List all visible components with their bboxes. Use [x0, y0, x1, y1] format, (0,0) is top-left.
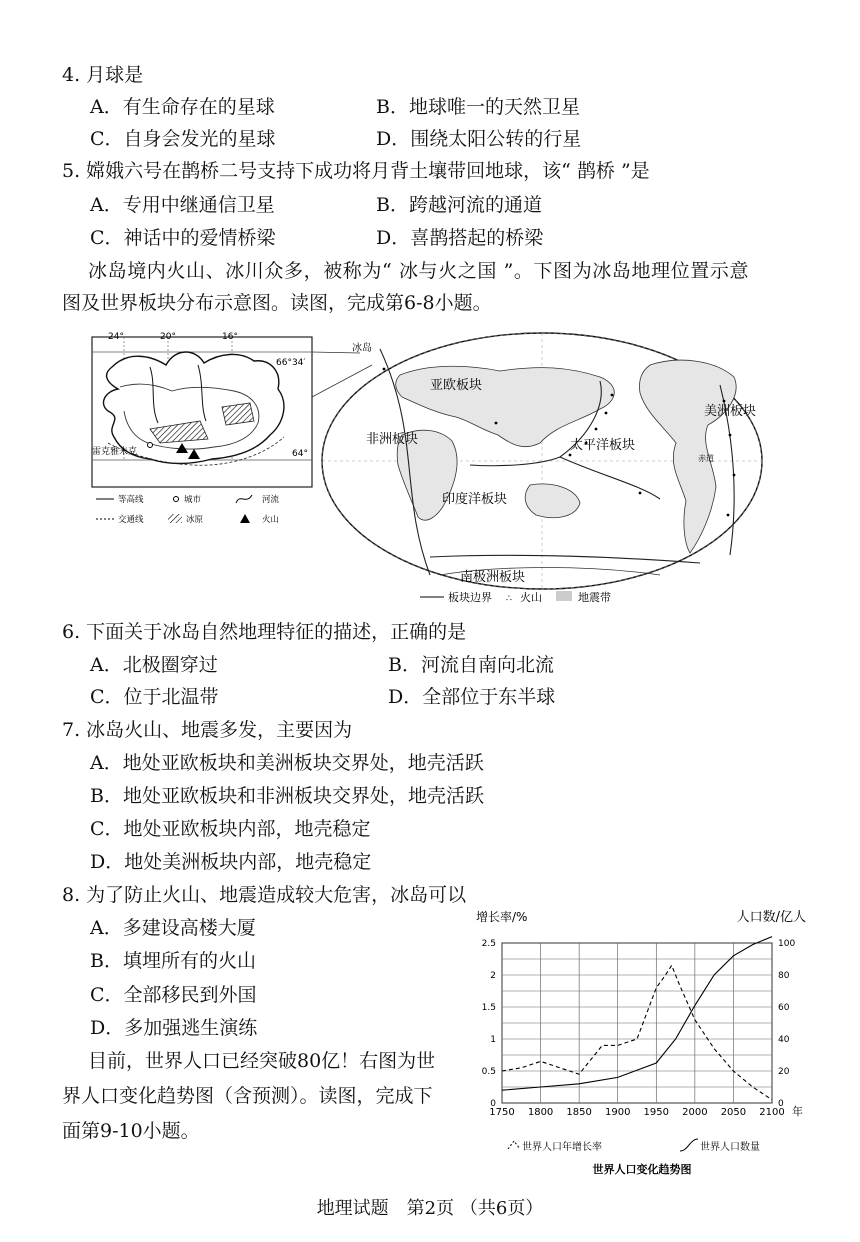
chart-legend-growth: 世界人口年增长率	[522, 1142, 602, 1153]
intro-6-8-line1: 冰岛境内火山、冰川众多，被称为“ 冰与火之国 ”。下图为冰岛地理位置示意	[88, 260, 750, 282]
q7-option-c[interactable]: C．地处亚欧板块内部，地壳稳定	[90, 818, 371, 840]
plate-antarctic: 南极洲板块	[460, 570, 526, 585]
legend-glacier: 冰原	[186, 515, 204, 525]
plate-indian: 印度洋板块	[442, 492, 508, 507]
chart-y-right-tick-label: 80	[778, 971, 790, 981]
chart-x-tick-label: 2050	[720, 1107, 747, 1118]
q8-stem: 8. 为了防止火山、地震造成较大危害，冰岛可以	[62, 884, 467, 906]
chart-series-growth-rate	[502, 965, 772, 1099]
q8-option-c[interactable]: C．全部移民到外国	[90, 984, 257, 1006]
chart-y-right-tick-label: 100	[778, 939, 796, 949]
q7-option-d[interactable]: D．地处美洲板块内部，地壳稳定	[90, 851, 372, 873]
iceland-label: 冰岛	[352, 343, 372, 354]
lat-label-66: 66°34′	[276, 358, 306, 368]
chart-y-right-tick-label: 0	[778, 1099, 784, 1109]
lat-label-64: 64°	[292, 449, 308, 459]
chart-y-left-tick-label: 2	[490, 971, 496, 981]
intro-9-10-line3: 面第9-10小题。	[62, 1120, 200, 1142]
chart-series-population	[502, 937, 772, 1091]
chart-x-tick-label: 1950	[643, 1107, 670, 1118]
plate-american: 美洲板块	[704, 404, 757, 419]
q6-option-d[interactable]: D．全部位于东半球	[388, 686, 556, 708]
chart-legend-population: 世界人口数量	[700, 1142, 760, 1153]
chart-xlabel: 年	[792, 1105, 803, 1118]
iceland-map	[92, 332, 312, 525]
lon-label-20: 20°	[160, 332, 176, 342]
q6-stem: 6. 下面关于冰岛自然地理特征的描述，正确的是	[62, 621, 467, 643]
legend-road: 交通线	[118, 515, 144, 525]
chart-y-left-tick-label: 1.5	[481, 1003, 496, 1013]
q4-option-d[interactable]: D．围绕太阳公转的行星	[376, 128, 582, 150]
intro-9-10-line2: 界人口变化趋势图（含预测）。读图，完成下	[62, 1085, 433, 1107]
q5-stem: 5. 嫦娥六号在鹊桥二号支持下成功将月背土壤带回地球，该“ 鹊桥 ”是	[62, 160, 650, 182]
page-footer: 地理试题 第2页 （共6页）	[316, 1198, 544, 1219]
q7-option-b[interactable]: B．地处亚欧板块和非洲板块交界处，地壳活跃	[90, 785, 484, 807]
chart-y-right-tick-label: 60	[778, 1003, 790, 1013]
chart-x-tick-label: 1750	[489, 1107, 515, 1118]
q4-option-b[interactable]: B．地球唯一的天然卫星	[376, 96, 580, 118]
chart-x-tick-label: 1800	[527, 1107, 554, 1118]
legend-quake-belt: 地震带	[578, 591, 611, 604]
chart-x-tick-label: 1900	[604, 1107, 631, 1118]
q8-option-b[interactable]: B．填埋所有的火山	[90, 950, 256, 972]
plate-pacific: 太平洋板块	[570, 438, 636, 453]
svg-text:∴: ∴	[506, 594, 512, 604]
chart-grid	[502, 943, 772, 1103]
q7-option-a[interactable]: A．地处亚欧板块和美洲板块交界处，地壳活跃	[90, 752, 484, 774]
q7-stem: 7. 冰岛火山、地震多发，主要因为	[62, 719, 353, 741]
chart-x-tick-label: 1850	[566, 1107, 592, 1118]
chart-x-tick-label: 2100	[759, 1107, 785, 1118]
q5-option-c[interactable]: C．神话中的爱情桥梁	[90, 227, 276, 249]
plate-eurasian: 亚欧板块	[430, 378, 483, 393]
chart-x-tick-label: 2000	[682, 1107, 708, 1118]
q5-option-a[interactable]: A．专用中继通信卫星	[90, 194, 275, 216]
city-label: 雷克雅未克	[92, 447, 138, 457]
chart-y-right-tick-label: 40	[778, 1035, 790, 1045]
legend-volcano: 火山	[262, 515, 280, 525]
q5-option-b[interactable]: B．跨越河流的通道	[376, 194, 542, 216]
chart-y-left-tick-label: 2.5	[481, 939, 496, 949]
lon-label-24: 24°	[108, 332, 124, 342]
chart-y-right-tick-label: 20	[778, 1067, 790, 1077]
intro-9-10-line1: 目前，世界人口已经突破80亿！右图为世	[88, 1050, 436, 1072]
q4-stem: 4. 月球是	[62, 64, 144, 86]
equator-label: 赤道	[698, 454, 714, 463]
chart-y-left-tick-label: 0.5	[481, 1067, 496, 1077]
legend-world-volcano: 火山	[520, 591, 542, 604]
q8-option-a[interactable]: A．多建设高楼大厦	[90, 917, 256, 939]
q6-option-b[interactable]: B．河流自南向北流	[388, 654, 554, 676]
chart-ylabel-right: 人口数/亿人	[736, 910, 806, 925]
legend-plate-boundary: 板块边界	[448, 591, 492, 604]
iceland-plate-figure	[0, 325, 860, 615]
q4-option-c[interactable]: C．自身会发光的星球	[90, 128, 276, 150]
q5-option-d[interactable]: D．喜鹊搭起的桥梁	[376, 227, 544, 249]
population-trend-chart	[470, 905, 815, 1180]
q8-option-d[interactable]: D．多加强逃生演练	[90, 1017, 258, 1039]
q4-option-a[interactable]: A．有生命存在的星球	[90, 96, 275, 118]
plate-african-1: 非洲板块	[366, 432, 419, 447]
legend-river: 河流	[262, 495, 280, 505]
intro-6-8-line2: 图及世界板块分布示意图。读图，完成第6-8小题。	[62, 292, 492, 314]
chart-ylabel-left: 增长率/%	[476, 910, 528, 924]
world-plate-map	[322, 333, 762, 604]
chart-title: 世界人口变化趋势图	[592, 1163, 692, 1176]
lon-label-16: 16°	[222, 332, 238, 342]
q6-option-a[interactable]: A．北极圈穿过	[90, 654, 218, 676]
legend-city: 城市	[184, 495, 202, 505]
chart-y-left-tick-label: 1	[490, 1035, 496, 1045]
q6-option-c[interactable]: C．位于北温带	[90, 686, 219, 708]
legend-contour: 等高线	[118, 495, 144, 505]
chart-y-left-tick-label: 0	[490, 1099, 496, 1109]
